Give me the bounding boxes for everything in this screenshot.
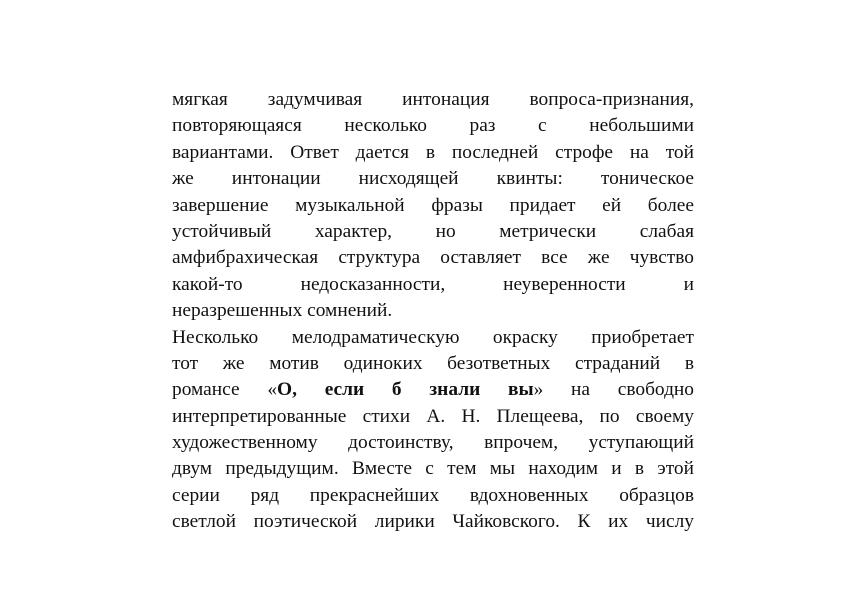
text-line: какой-то недосказанности, неуверенности и bbox=[172, 273, 694, 295]
text-line: двум предыдущим. Вместе с тем мы находим и в этой bbox=[172, 458, 694, 480]
text-body bbox=[172, 87, 694, 536]
text-line: Несколько мелодраматическую окраску приобретает bbox=[172, 326, 694, 348]
text-line: мягкая задумчивая интонация вопроса-признания, bbox=[172, 89, 694, 110]
text-line: вариантами. Ответ дается в последней строфе на той bbox=[172, 141, 694, 163]
text-line: устойчивый характер, но метрически слабая bbox=[172, 220, 694, 242]
text-line: интерпретированные стихи А. Н. Плещеева, по своему bbox=[172, 405, 694, 427]
text-fragment: романсе « bbox=[172, 379, 278, 401]
text-line: светлой поэтической лирики Чайковского. К их числу bbox=[172, 511, 694, 533]
text-line: тот же мотив одиноких безответных страданий в bbox=[172, 352, 694, 374]
text-line: художественному достоинству, впрочем, уступающий bbox=[172, 432, 694, 454]
text-line: же интонации нисходящей квинты: тоническое bbox=[172, 168, 694, 190]
paragraph-1 bbox=[172, 87, 694, 325]
text-line: завершение музыкальной фразы придает ей более bbox=[172, 194, 694, 216]
text-line: неразрешенных сомнений. bbox=[172, 300, 393, 322]
text-line: серии ряд прекраснейших вдохновенных образцов bbox=[172, 484, 694, 506]
romance-title: О, если б знали вы bbox=[277, 379, 534, 401]
text-line-with-title bbox=[172, 377, 694, 403]
text-fragment: » на свободно bbox=[533, 379, 695, 401]
text-line: амфибрахическая структура оставляет все же чувство bbox=[172, 247, 694, 269]
paragraph-2 bbox=[172, 325, 694, 536]
text-line: повторяющаяся несколько раз с небольшими bbox=[172, 115, 694, 137]
